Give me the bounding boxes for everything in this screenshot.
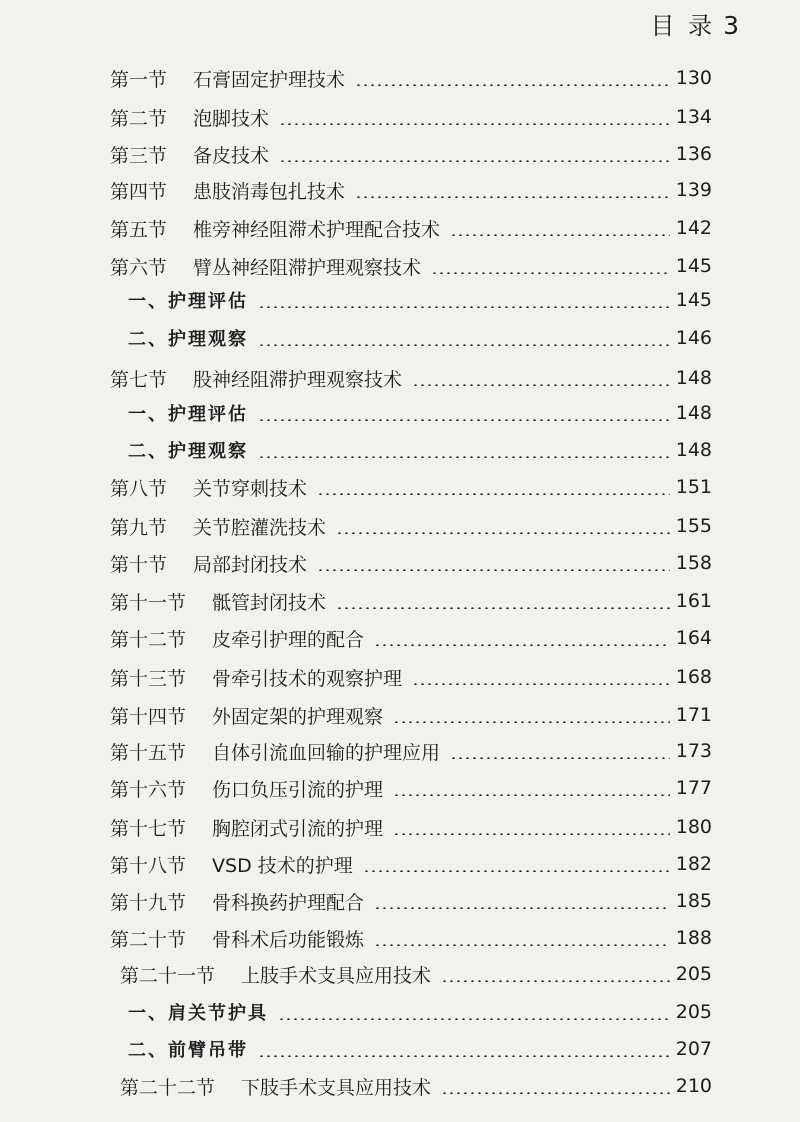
toc-entry[interactable] <box>110 848 712 880</box>
toc-section-number: 第一节 <box>110 68 168 91</box>
dot-leader <box>258 1055 670 1057</box>
toc-title: 备皮技术 <box>193 144 270 167</box>
toc-subentry[interactable] <box>128 322 712 354</box>
toc-label <box>110 474 307 501</box>
toc-entry[interactable] <box>110 622 712 654</box>
toc-entry[interactable] <box>110 735 712 767</box>
toc-label <box>110 365 402 392</box>
toc-title: 下肢手术支具应用技术 <box>241 1076 432 1099</box>
dot-leader <box>412 384 670 386</box>
header-page-number: 3 <box>723 11 742 40</box>
toc-label <box>110 550 307 577</box>
dot-leader <box>393 721 670 723</box>
toc-section-number: 第三节 <box>110 144 168 167</box>
toc-section-number: 第八节 <box>110 477 168 500</box>
toc-section-number: 第五节 <box>110 218 168 241</box>
toc-label <box>110 738 440 765</box>
toc-label <box>110 775 383 802</box>
toc-title: 二、护理观察 <box>128 441 248 462</box>
toc-entry[interactable] <box>110 471 712 503</box>
toc-label <box>128 287 248 313</box>
toc-title: 臂丛神经阻滞护理观察技术 <box>193 256 422 279</box>
toc-label <box>110 625 364 652</box>
toc-page-number: 158 <box>675 552 712 574</box>
toc-page-number: 151 <box>675 476 712 498</box>
dot-leader <box>258 344 670 346</box>
toc-label <box>110 104 269 131</box>
toc-section-number: 第二十二节 <box>120 1076 216 1099</box>
toc-section-number: 第十六节 <box>110 778 187 801</box>
toc-page-number: 185 <box>675 890 712 912</box>
toc-label <box>110 215 440 242</box>
toc-label <box>128 1036 248 1062</box>
toc-section-number: 第九节 <box>110 516 168 539</box>
dot-leader <box>336 607 670 609</box>
toc-page-number: 134 <box>675 106 712 128</box>
toc-label <box>128 437 248 463</box>
dot-leader <box>374 644 670 646</box>
dot-leader <box>355 84 670 86</box>
dot-leader <box>374 944 670 946</box>
toc-label <box>110 253 421 280</box>
toc-page-number: 146 <box>675 327 712 349</box>
toc-entry[interactable] <box>110 547 712 579</box>
toc-label <box>110 888 364 915</box>
toc-entry[interactable] <box>110 699 712 731</box>
toc-label <box>128 400 248 426</box>
toc-title: 上肢手术支具应用技术 <box>241 964 432 987</box>
toc-label <box>110 702 383 729</box>
toc-page-number: 180 <box>675 816 712 838</box>
toc-page-number: 164 <box>675 627 712 649</box>
toc-label <box>110 513 326 540</box>
toc-entry[interactable] <box>110 62 712 94</box>
toc-page-number: 171 <box>675 704 712 726</box>
toc-section-number: 第十四节 <box>110 705 187 728</box>
dot-leader <box>441 1092 670 1094</box>
toc-title: 一、肩关节护具 <box>128 1003 268 1024</box>
toc-entry[interactable] <box>110 811 712 843</box>
dot-leader <box>317 569 670 571</box>
toc-label <box>110 588 326 615</box>
toc-title: 二、前臂吊带 <box>128 1040 248 1061</box>
toc-section-number: 第十七节 <box>110 817 187 840</box>
toc-title: 骨牵引技术的观察护理 <box>212 667 403 690</box>
toc-subentry[interactable] <box>128 284 712 316</box>
dot-leader <box>336 532 670 534</box>
toc-page-number: 177 <box>675 777 712 799</box>
toc-subentry[interactable] <box>128 996 712 1028</box>
toc-section-number: 第二节 <box>110 107 168 130</box>
toc-title: 一、护理评估 <box>128 291 248 312</box>
toc-section-number: 第十八节 <box>110 854 187 877</box>
dot-leader <box>258 456 670 458</box>
toc-entry[interactable] <box>110 772 712 804</box>
dot-leader <box>374 907 670 909</box>
toc-page-number: 188 <box>675 927 712 949</box>
toc-entry[interactable] <box>110 922 712 954</box>
dot-leader <box>441 980 670 982</box>
dot-leader <box>450 234 670 236</box>
toc-label <box>110 814 383 841</box>
dot-leader <box>412 683 670 685</box>
toc-page-number: 155 <box>675 515 712 537</box>
toc-section-number: 第十五节 <box>110 741 187 764</box>
toc-entry[interactable] <box>110 885 712 917</box>
toc-title: 皮牵引护理的配合 <box>212 628 365 651</box>
toc-section-number: 第十九节 <box>110 891 187 914</box>
toc-page-number: 161 <box>675 590 712 612</box>
toc-section-number: 第十二节 <box>110 628 187 651</box>
toc-label <box>120 1073 431 1100</box>
toc-page-number: 148 <box>675 439 712 461</box>
toc-label <box>120 961 431 988</box>
toc-entry[interactable] <box>110 250 712 282</box>
toc-page-number: 139 <box>675 179 712 201</box>
toc-label <box>110 664 402 691</box>
toc-page-number: 182 <box>675 853 712 875</box>
toc-title: 外固定架的护理观察 <box>212 705 384 728</box>
toc-title: 局部封闭技术 <box>193 553 308 576</box>
toc-label <box>110 925 364 952</box>
toc-section-number: 第二十一节 <box>120 964 216 987</box>
toc-label <box>128 999 268 1025</box>
toc-section-number: 第十三节 <box>110 667 187 690</box>
toc-section-number: 第六节 <box>110 256 168 279</box>
dot-leader <box>363 870 670 872</box>
toc-title: 骨科换药护理配合 <box>212 891 365 914</box>
header-section-label: 目 录 <box>650 12 716 40</box>
toc-entry[interactable] <box>120 958 712 990</box>
toc-page-number: 136 <box>675 143 712 165</box>
toc-entry[interactable] <box>110 362 712 394</box>
dot-leader <box>258 306 670 308</box>
dot-leader <box>393 833 670 835</box>
toc-page-number: 205 <box>675 1001 712 1023</box>
toc-title: 关节穿刺技术 <box>193 477 308 500</box>
toc-title: 自体引流血回输的护理应用 <box>212 741 441 764</box>
toc-label <box>110 177 345 204</box>
dot-leader <box>355 196 670 198</box>
toc-section-number: 第七节 <box>110 368 168 391</box>
toc-title: 股神经阻滞护理观察技术 <box>193 368 403 391</box>
toc-title: 石膏固定护理技术 <box>193 68 346 91</box>
toc-label <box>128 325 248 351</box>
toc-title: 二、护理观察 <box>128 329 248 350</box>
toc-title: 患肢消毒包扎技术 <box>193 180 346 203</box>
toc-page-number: 142 <box>675 217 712 239</box>
dot-leader <box>258 419 670 421</box>
dot-leader <box>317 493 670 495</box>
toc-label <box>110 851 353 878</box>
toc-title: 骨科术后功能锻炼 <box>212 928 365 951</box>
toc-section-number: 第二十节 <box>110 928 187 951</box>
toc-subentry[interactable] <box>128 1033 712 1065</box>
toc-label <box>110 141 269 168</box>
toc-entry[interactable] <box>120 1070 712 1102</box>
toc-page-number: 205 <box>675 963 712 985</box>
toc-section-number: 第十节 <box>110 553 168 576</box>
toc-entry[interactable] <box>110 138 712 170</box>
toc-entry[interactable] <box>110 212 712 244</box>
toc-entry[interactable] <box>110 661 712 693</box>
toc-title: 关节腔灌洗技术 <box>193 516 327 539</box>
dot-leader <box>279 160 670 162</box>
toc-entry[interactable] <box>110 585 712 617</box>
dot-leader <box>431 272 670 274</box>
toc-page-number: 173 <box>675 740 712 762</box>
toc-page-number: 145 <box>675 255 712 277</box>
toc-entry[interactable] <box>110 510 712 542</box>
toc-title: 椎旁神经阻滞术护理配合技术 <box>193 218 441 241</box>
toc-title: VSD 技术的护理 <box>212 854 353 877</box>
toc-title: 泡脚技术 <box>193 107 270 130</box>
toc-page-number: 148 <box>675 367 712 389</box>
toc-section-number: 第四节 <box>110 180 168 203</box>
toc-title: 胸腔闭式引流的护理 <box>212 817 384 840</box>
toc-page-number: 148 <box>675 402 712 424</box>
dot-leader <box>278 1018 670 1020</box>
toc-page-number: 210 <box>675 1075 712 1097</box>
toc-subentry[interactable] <box>128 434 712 466</box>
toc-page-number: 130 <box>675 67 712 89</box>
toc-subentry[interactable] <box>128 397 712 429</box>
toc-page-number: 168 <box>675 666 712 688</box>
dot-leader <box>393 794 670 796</box>
toc-label <box>110 65 345 92</box>
toc-title: 伤口负压引流的护理 <box>212 778 384 801</box>
dot-leader <box>279 123 670 125</box>
toc-title: 一、护理评估 <box>128 404 248 425</box>
toc-title: 骶管封闭技术 <box>212 591 327 614</box>
toc-entry[interactable] <box>110 101 712 133</box>
toc-entry[interactable] <box>110 174 712 206</box>
toc-section-number: 第十一节 <box>110 591 187 614</box>
dot-leader <box>450 757 670 759</box>
toc-page-number: 207 <box>675 1038 712 1060</box>
toc-page-number: 145 <box>675 289 712 311</box>
